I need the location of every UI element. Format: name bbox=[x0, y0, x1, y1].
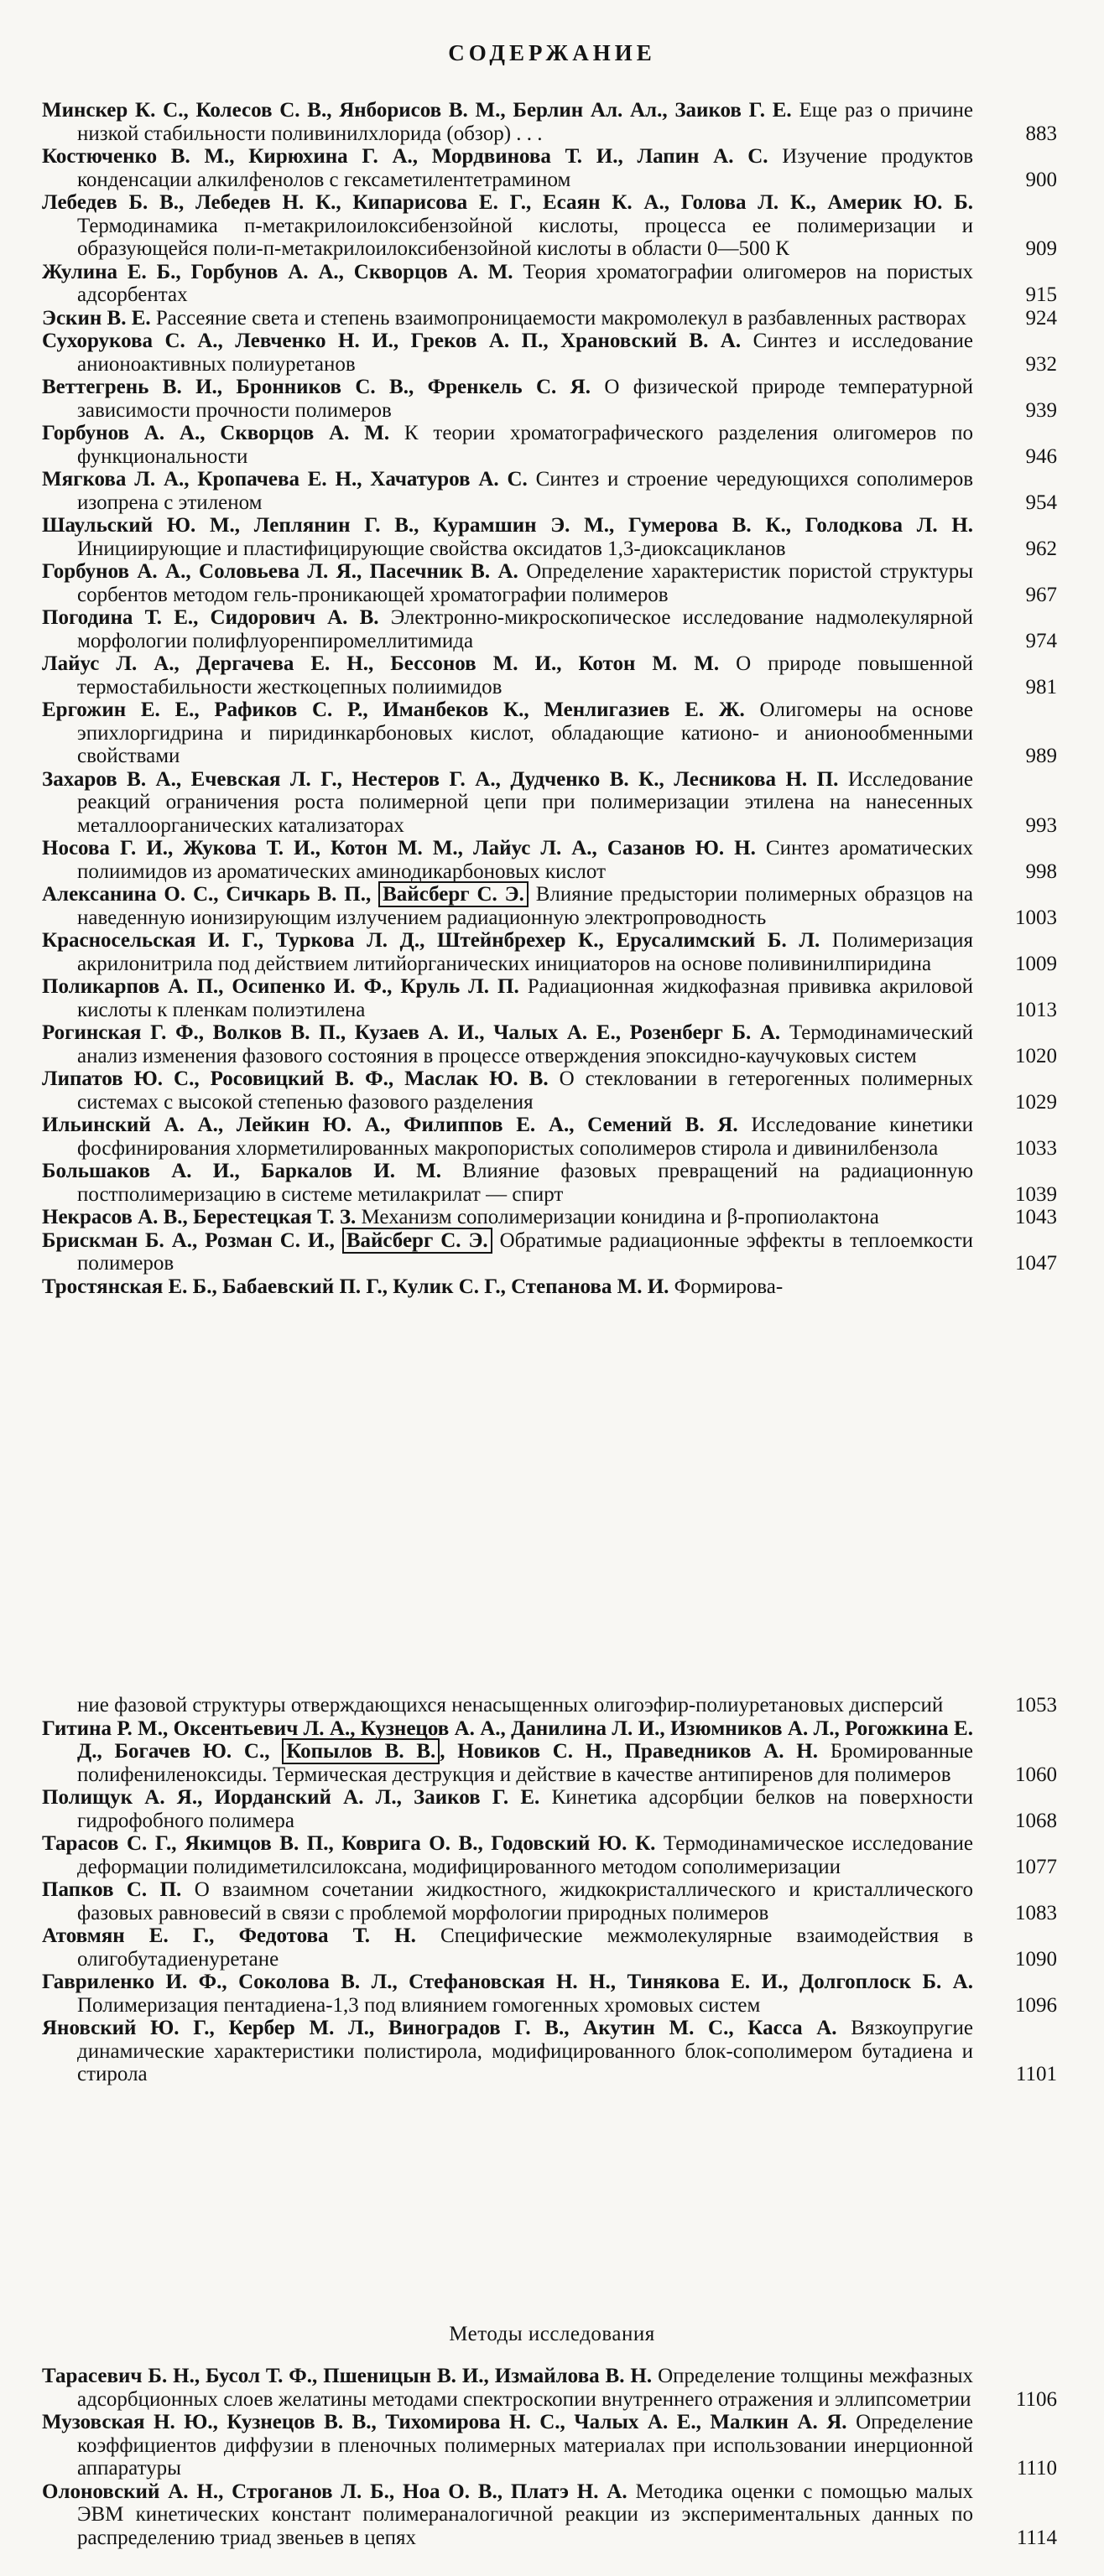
entry-text bbox=[42, 606, 973, 652]
entry-text bbox=[42, 1694, 973, 1717]
page-number: 1077 bbox=[1015, 1855, 1057, 1878]
entry-text bbox=[42, 2365, 973, 2411]
page-number: 1106 bbox=[1015, 2387, 1057, 2411]
entry-title: Определение коэффициентов диффузии в пленочных полимерных материалах при использовании инерционной аппаратуры bbox=[77, 2411, 974, 2480]
entry-text bbox=[42, 699, 973, 768]
entry-text bbox=[42, 1717, 973, 1787]
page-number: 909 bbox=[1025, 237, 1057, 260]
entry-authors: Шаульский Ю. М., Леплянин Г. В., Курамшин Э. М., Гумерова В. К., Голодкова Л. Н. bbox=[42, 514, 973, 537]
entry-authors: Лебедев Б. В., Лебедев Н. К., Кипарисова Е. Г., Есаян К. А., Голова Л. К., Америк Ю. Б. bbox=[42, 191, 973, 214]
entry-title: Влияние фазовых превращений на радиационную постполимеризацию в системе метилакрилат — спирт bbox=[77, 1160, 974, 1206]
entry-authors: Полищук А. Я., Иорданский А. Л., Заиков Г. Е. bbox=[42, 1786, 540, 1809]
entry-title: ние фазовой структуры отверждающихся ненасыщенных олигоэфир-полиуретановых дисперсий bbox=[77, 1694, 944, 1716]
page-number: 1029 bbox=[1015, 1090, 1057, 1114]
contents-entry bbox=[42, 768, 1057, 838]
entry-authors: Рогинская Г. Ф., Волков В. П., Кузаев А. И., Чалых А. Е., Розенберг Б. А. bbox=[42, 1021, 781, 1044]
contents-entry bbox=[42, 929, 1057, 975]
entry-authors: Музовская Н. Ю., Кузнецов В. В., Тихомирова Н. С., Чалых А. Е., Малкин А. Я. bbox=[42, 2411, 847, 2433]
entry-authors: Брискман Б. А., Розман С. И., bbox=[42, 1228, 335, 1252]
entry-authors: Горбунов А. А., Скворцов А. М. bbox=[42, 422, 390, 444]
entry-title: Кинетика адсорбции белков на поверхности гидрофобного полимера bbox=[77, 1786, 974, 1832]
entry-title: Синтез ароматических полиимидов из ароматических аминодикарбоновых кислот bbox=[77, 837, 973, 883]
entry-title: Радиационная жидкофазная прививка акриловой кислоты к пленкам полиэтилена bbox=[77, 975, 973, 1021]
entry-text bbox=[42, 307, 973, 330]
contents-entry bbox=[42, 422, 1057, 468]
entry-text bbox=[42, 1832, 973, 1878]
contents-list-2 bbox=[42, 1694, 1057, 2086]
contents-entry bbox=[42, 652, 1057, 699]
contents-entry bbox=[42, 1924, 1057, 1971]
page-number: 1096 bbox=[1015, 1993, 1057, 2017]
page-number: 1110 bbox=[1016, 2457, 1057, 2480]
contents-entry bbox=[42, 1878, 1057, 1924]
entry-text bbox=[42, 1114, 973, 1160]
entry-text bbox=[42, 191, 973, 261]
entry-title: Формирова- bbox=[674, 1275, 784, 1298]
page-number: 967 bbox=[1025, 583, 1057, 606]
contents-list-1 bbox=[42, 99, 1057, 1298]
entry-authors: Гавриленко И. Ф., Соколова В. Л., Стефановская Н. Н., Тинякова Е. И., Долгоплоск Б. А. bbox=[42, 1971, 973, 1993]
boxed-author: Копылов В. В. bbox=[282, 1738, 440, 1764]
entry-authors: Алексанина О. С., Сичкарь В. П., bbox=[42, 883, 372, 906]
entry-authors: Лайус Л. А., Дергачева Е. Н., Бессонов М. И., Котон М. М. bbox=[42, 652, 720, 675]
entry-title: Исследование реакций ограничения роста полимерной цепи при полимеризации этилена на нанесенных металлоорганических катализаторах bbox=[77, 767, 974, 837]
page-number: 1039 bbox=[1015, 1182, 1057, 1206]
entry-title: Механизм сополимеризации конидина и β-пропиолактона bbox=[361, 1206, 879, 1228]
page-number: 1068 bbox=[1015, 1809, 1057, 1832]
entry-authors: Большаков А. И., Баркалов И. М. bbox=[42, 1160, 442, 1182]
contents-entry bbox=[42, 99, 1057, 145]
entry-authors: Носова Г. И., Жукова Т. И., Котон М. М., Лайус Л. А., Сазанов Ю. Н. bbox=[42, 837, 756, 860]
entry-text bbox=[42, 1160, 973, 1206]
entry-authors: Веттегрень В. И., Бронников С. В., Френкель С. Я. bbox=[42, 376, 591, 398]
entry-title: Полимеризация акрилонитрила под действием литийорганических инициаторов на основе поливинилпиридина bbox=[77, 929, 973, 975]
entry-authors: Погодина Т. Е., Сидорович А. В. bbox=[42, 606, 379, 629]
entry-text bbox=[42, 768, 973, 838]
page-number: 1060 bbox=[1015, 1763, 1057, 1786]
entry-title: Влияние предыстории полимерных образцов на наведенную ионизирующим излучением радиационную электропроводность bbox=[77, 883, 974, 929]
entry-title: Исследование кинетики фосфинирования хлорметилированных макропористых сополимеров стирола и дивинилбензола bbox=[77, 1114, 974, 1160]
boxed-author: Вайсберг С. Э. bbox=[378, 881, 529, 907]
entry-text bbox=[42, 1275, 973, 1299]
page-number: 939 bbox=[1025, 398, 1057, 422]
entry-title: О природе повышенной термостабильности жесткоцепных полиимидов bbox=[77, 652, 974, 699]
contents-entry bbox=[42, 2480, 1057, 2550]
entry-authors: Минскер К. С., Колесов С. В., Янборисов В. М., Берлин Ал. Ал., Заиков Г. Е. bbox=[42, 99, 792, 122]
entry-authors: Эскин В. Е. bbox=[42, 306, 151, 330]
entry-text bbox=[42, 514, 973, 560]
entry-title: Электронно-микроскопическое исследование надмолекулярной морфологии полифлуоренпиромеллитимида bbox=[77, 606, 973, 652]
entry-title: Методика оценки с помощью малых ЭВМ кинетических констант полимераналогичной реакции из экспериментальных данных по распределению триад звеньев в цепях bbox=[77, 2480, 973, 2549]
entry-authors: Поликарпов А. П., Осипенко И. Ф., Круль Л. П. bbox=[42, 975, 519, 998]
entry-title: Специфические межмолекулярные взаимодействия в олигобутадиенуретане bbox=[77, 1924, 973, 1971]
page-number: 1047 bbox=[1015, 1252, 1057, 1275]
contents-entry bbox=[42, 307, 1057, 330]
entry-text bbox=[42, 929, 973, 975]
entry-text bbox=[42, 261, 973, 307]
page-number: 1043 bbox=[1015, 1206, 1057, 1228]
entry-authors: Гитина Р. М., Оксентьевич Л. А., Кузнецов А. А., Данилина Л. И., Изюмников А. Л., Рогожкина Е. Д., Богачев Ю. С., bbox=[42, 1716, 973, 1763]
entry-authors: Красносельская И. Г., Туркова Л. Д., Штейнбрехер К., Ерусалимский Б. Л. bbox=[42, 929, 820, 952]
entry-text bbox=[42, 652, 973, 699]
entry-title: Термодинамика п-метакрилоилоксибензойной кислоты, процесса ее полимеризации и образующейся поли-п-метакрилоилоксибензойной кислоты в области 0—500 К bbox=[77, 214, 973, 260]
contents-entry-continuation bbox=[42, 1694, 1057, 1717]
entry-text bbox=[42, 1786, 973, 1832]
entry-title: Полимеризация пентадиена-1,3 под влиянием гомогенных хромовых систем bbox=[77, 1993, 761, 2017]
contents-entry bbox=[42, 1114, 1057, 1160]
entry-text bbox=[42, 1229, 973, 1275]
contents-entry bbox=[42, 191, 1057, 261]
entry-authors: Олоновский А. Н., Строганов Л. Б., Ноа О. В., Платэ Н. А. bbox=[42, 2480, 628, 2503]
contents-entry bbox=[42, 1717, 1057, 1787]
entry-authors: Липатов Ю. С., Росовицкий В. Ф., Маслак Ю. В. bbox=[42, 1067, 549, 1090]
entry-text bbox=[42, 975, 973, 1021]
contents-entry bbox=[42, 376, 1057, 422]
contents-entry bbox=[42, 1832, 1057, 1878]
entry-title: Изучение продуктов конденсации алкилфенолов с гексаметилентетрамином bbox=[77, 145, 974, 191]
entry-authors: Костюченко В. М., Кирюхина Г. А., Мордвинова Т. И., Лапин А. С. bbox=[42, 145, 768, 168]
page-number: 1033 bbox=[1015, 1136, 1057, 1160]
entry-title: Синтез и строение чередующихся сополимеров изопрена с этиленом bbox=[77, 468, 974, 514]
entry-title: О взаимном сочетании жидкостного, жидкокристаллического и кристаллического фазовых равновесий в связи с проблемой морфологии природных полимеров bbox=[77, 1878, 973, 1924]
entry-title: Теория хроматографии олигомеров на пористых адсорбентах bbox=[77, 260, 973, 306]
page-number: 883 bbox=[1025, 122, 1057, 145]
contents-entry bbox=[42, 699, 1057, 768]
entry-authors: Тарасевич Б. Н., Бусол Т. Ф., Пшеницын В. И., Измайлова В. Н. bbox=[42, 2365, 653, 2387]
entry-authors: Жулина Е. Б., Горбунов А. А., Скворцов А. М. bbox=[42, 260, 513, 283]
entry-text bbox=[42, 560, 973, 606]
entry-title: Термодинамическое исследование деформации полидиметилсилоксана, модифицированного методом сополимеризации bbox=[77, 1832, 974, 1878]
contents-entry bbox=[42, 2411, 1057, 2480]
entry-text bbox=[42, 422, 973, 468]
contents-entry bbox=[42, 261, 1057, 307]
entry-title: Олигомеры на основе эпихлоргидрина и пиридинкарбоновых кислот, обладающие катионо- и анионообменными свойствами bbox=[77, 699, 973, 767]
contents-entry bbox=[42, 145, 1057, 191]
page-number: 946 bbox=[1025, 444, 1057, 468]
entry-authors: Захаров В. А., Ечевская Л. Г., Нестеров Г. А., Дудченко В. К., Лесникова Н. П. bbox=[42, 767, 839, 791]
entry-text bbox=[42, 1878, 973, 1924]
page-number: 1009 bbox=[1015, 952, 1057, 975]
contents-entry bbox=[42, 1971, 1057, 2017]
page-number: 915 bbox=[1025, 283, 1057, 306]
page-number: 932 bbox=[1025, 352, 1057, 376]
contents-entry bbox=[42, 606, 1057, 652]
page-number: 1101 bbox=[1015, 2063, 1057, 2085]
contents-entry bbox=[42, 883, 1057, 929]
page-number: 981 bbox=[1025, 675, 1057, 699]
page-number: 1090 bbox=[1015, 1947, 1057, 1971]
entry-text bbox=[42, 330, 973, 376]
page-number: 954 bbox=[1025, 491, 1057, 514]
contents-entry bbox=[42, 975, 1057, 1021]
entry-text bbox=[42, 1206, 973, 1229]
entry-text bbox=[42, 99, 973, 145]
entry-text bbox=[42, 1971, 973, 2017]
entry-text bbox=[42, 376, 973, 422]
entry-authors: Папков С. П. bbox=[42, 1878, 182, 1901]
page-number: 900 bbox=[1025, 168, 1057, 191]
page-number: 1053 bbox=[1015, 1694, 1057, 1716]
entry-title: Инициирующие и пластифицирующие свойства оксидатов 1,3-диоксацикланов bbox=[77, 537, 786, 560]
contents-entry bbox=[42, 1206, 1057, 1229]
contents-entry bbox=[42, 1160, 1057, 1206]
contents-entry bbox=[42, 1021, 1057, 1067]
entry-text bbox=[42, 1924, 973, 1971]
page-number: 993 bbox=[1025, 813, 1057, 837]
entry-title: Бромированные полифениленоксиды. Термическая деструкция и действие в качестве антипиренов для полимеров bbox=[77, 1740, 974, 1786]
entry-text bbox=[42, 468, 973, 514]
entry-title: Рассеяние света и степень взаимопроницаемости макромолекул в разбавленных растворах bbox=[155, 306, 966, 330]
entry-text bbox=[42, 145, 973, 191]
contents-entry bbox=[42, 560, 1057, 606]
contents-entry bbox=[42, 1275, 1057, 1299]
entry-authors: Горбунов А. А., Соловьева Л. Я., Пасечник В. А. bbox=[42, 560, 518, 583]
page-number: 1003 bbox=[1015, 906, 1057, 929]
page-number: 974 bbox=[1025, 629, 1057, 652]
page-number: 924 bbox=[1025, 306, 1057, 330]
entry-title: К теории хроматографического разделения олигомеров по функциональности bbox=[77, 422, 973, 468]
entry-authors: Мягкова Л. А., Кропачева Е. Н., Хачатуров А. С. bbox=[42, 468, 528, 491]
contents-list-3 bbox=[42, 2365, 1057, 2549]
page-number: 1114 bbox=[1016, 2526, 1057, 2549]
entry-text bbox=[42, 837, 973, 883]
entry-title: Еще раз о причине низкой стабильности поливинилхлорида (обзор) . . . bbox=[77, 99, 974, 145]
entry-authors: Яновский Ю. Г., Кербер М. Л., Виноградов Г. В., Акутин М. С., Касса А. bbox=[42, 2017, 837, 2039]
entry-authors: Тростянская Е. Б., Бабаевский П. Г., Кулик С. Г., Степанова М. И. bbox=[42, 1275, 669, 1298]
contents-entry bbox=[42, 837, 1057, 883]
entry-title: Обратимые радиационные эффекты в теплоемкости полимеров bbox=[77, 1228, 973, 1275]
entry-title: О стекловании в гетерогенных полимерных системах с высокой степенью фазового разделения bbox=[77, 1067, 974, 1114]
contents-entry bbox=[42, 514, 1057, 560]
entry-text bbox=[42, 2411, 973, 2480]
page-number: 989 bbox=[1025, 745, 1057, 767]
contents-entry bbox=[42, 468, 1057, 514]
contents-entry bbox=[42, 330, 1057, 376]
contents-entry bbox=[42, 1229, 1057, 1275]
entry-title: О физической природе температурной зависимости прочности полимеров bbox=[77, 376, 974, 422]
entry-authors: Сухорукова С. А., Левченко Н. И., Греков А. П., Храновский В. А. bbox=[42, 330, 742, 352]
section-heading: Методы исследования bbox=[449, 2323, 655, 2345]
entry-title: Термодинамический анализ изменения фазового состояния в процессе отверждения эпоксидно-каучуковых систем bbox=[77, 1021, 974, 1067]
entry-title: Определение характеристик пористой структуры сорбентов методом гель-проникающей хроматографии полимеров bbox=[77, 560, 974, 606]
page-number: 998 bbox=[1025, 860, 1057, 883]
entry-authors: Ильинский А. А., Лейкин Ю. А., Филиппов Е. А., Семений В. Я. bbox=[42, 1114, 738, 1136]
entry-text bbox=[42, 883, 973, 929]
contents-entry bbox=[42, 1067, 1057, 1114]
page-number: 1013 bbox=[1015, 998, 1057, 1021]
contents-entry bbox=[42, 2365, 1057, 2411]
page-number: 962 bbox=[1025, 537, 1057, 560]
entry-title: Вязкоупругие динамические характеристики полистирола, модифицированного блок-сополимером бутадиена и стирола bbox=[77, 2017, 973, 2085]
page-number: 1083 bbox=[1015, 1901, 1057, 1924]
entry-text bbox=[42, 1021, 973, 1067]
entry-text bbox=[42, 1067, 973, 1114]
page-title: СОДЕРЖАНИЕ bbox=[448, 40, 656, 65]
page-number: 1020 bbox=[1015, 1044, 1057, 1067]
entry-authors-after: , Новиков С. Н., Праведников А. Н. bbox=[440, 1740, 818, 1763]
entry-authors: Атовмян Е. Г., Федотова Т. Н. bbox=[42, 1924, 416, 1947]
boxed-author: Вайсберг С. Э. bbox=[342, 1228, 492, 1254]
entry-title: Определение толщины межфазных адсорбционных слоев желатины методами спектроскопии внутреннего отражения и эллипсометрии bbox=[77, 2365, 974, 2411]
entry-authors: Тарасов С. Г., Якимцов В. П., Коврига О. В., Годовский Ю. К. bbox=[42, 1832, 656, 1855]
entry-authors: Ергожин Е. Е., Рафиков С. Р., Иманбеков К., Менлигазиев Е. Ж. bbox=[42, 699, 745, 721]
contents-entry bbox=[42, 2017, 1057, 2086]
contents-entry bbox=[42, 1786, 1057, 1832]
entry-title: Синтез и исследование анионоактивных полиуретанов bbox=[77, 330, 974, 376]
entry-authors: Некрасов А. В., Берестецкая Т. З. bbox=[42, 1206, 357, 1228]
entry-text bbox=[42, 2480, 973, 2550]
entry-text bbox=[42, 2017, 973, 2086]
